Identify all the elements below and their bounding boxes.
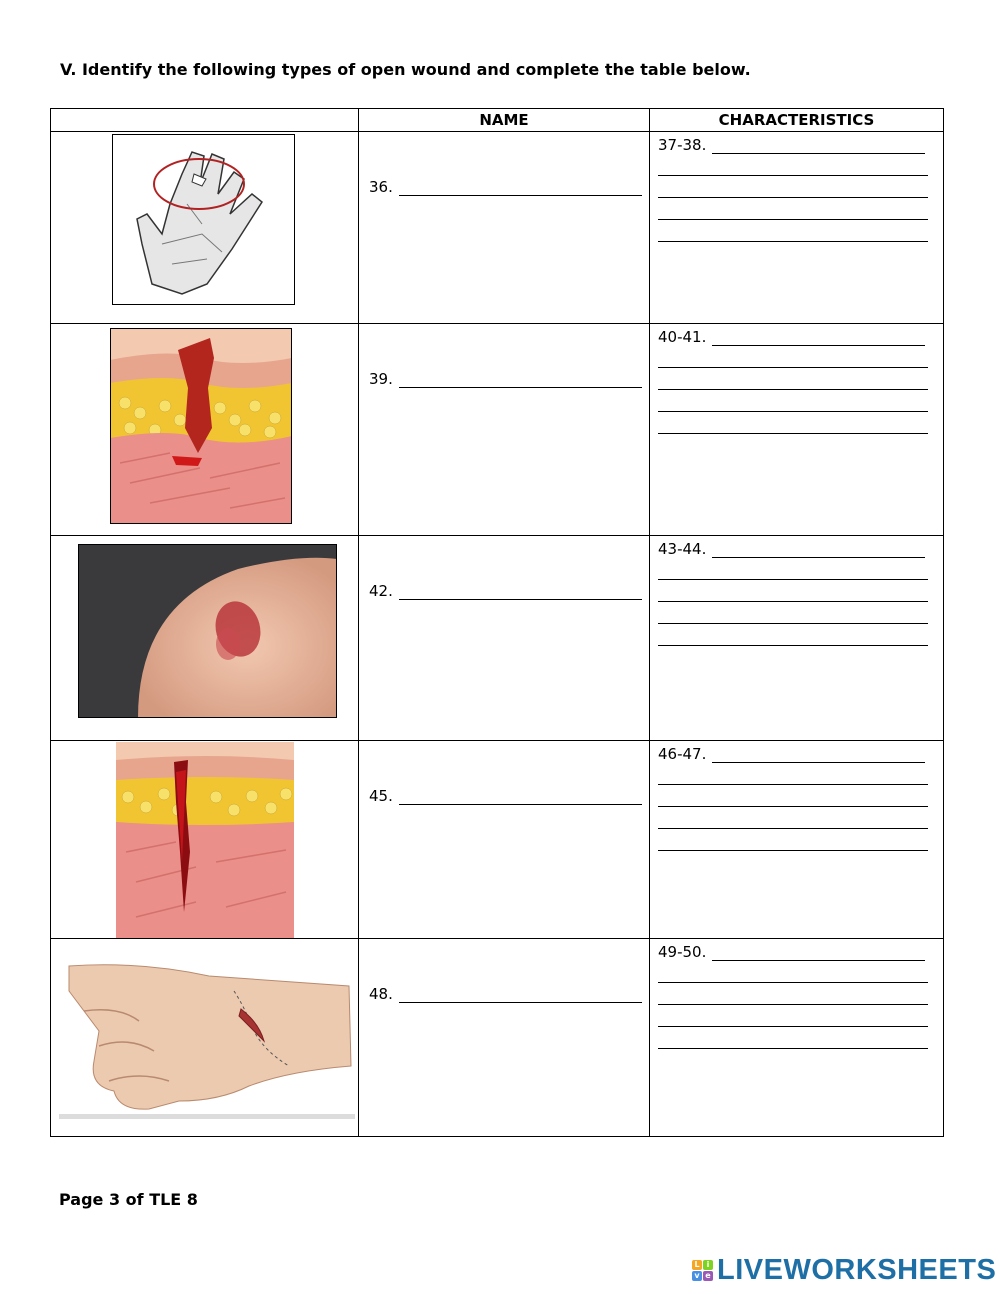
item-number: 49-50. — [658, 943, 707, 961]
table-row — [51, 741, 944, 939]
characteristics-answer-line[interactable] — [658, 602, 928, 624]
characteristics-answer-line[interactable] — [658, 154, 928, 176]
characteristics-answer-line[interactable] — [658, 961, 928, 983]
characteristics-answer-field[interactable] — [712, 746, 925, 763]
characteristics-cell — [650, 741, 944, 939]
name-cell — [359, 741, 650, 939]
table-header-row — [51, 109, 944, 132]
table-row — [51, 939, 944, 1137]
characteristics-answer-line[interactable] — [658, 624, 928, 646]
table-row — [51, 324, 944, 536]
image-cell — [51, 536, 359, 741]
item-number: 39. — [369, 370, 393, 388]
characteristics-answer-field[interactable] — [712, 137, 925, 154]
characteristics-answer-line[interactable] — [658, 198, 928, 220]
page-footer: Page 3 of TLE 8 — [59, 1190, 198, 1209]
name-cell — [359, 324, 650, 536]
characteristics-answer-line[interactable] — [658, 1005, 928, 1027]
characteristics-answer-line[interactable] — [658, 176, 928, 198]
name-answer-field[interactable] — [399, 179, 642, 196]
item-number: 40-41. — [658, 328, 707, 346]
characteristics-answer-line[interactable] — [658, 1027, 928, 1049]
characteristics-answer-field[interactable] — [712, 944, 925, 961]
table-row — [51, 536, 944, 741]
image-cell — [51, 741, 359, 939]
image-cell — [51, 324, 359, 536]
liveworksheets-logo — [692, 1254, 996, 1287]
item-number: 43-44. — [658, 540, 707, 558]
logo-badge-icon: L i v e — [692, 1260, 713, 1281]
characteristics-answer-line[interactable] — [658, 390, 928, 412]
characteristics-answer-line[interactable] — [658, 580, 928, 602]
characteristics-answer-line[interactable] — [658, 807, 928, 829]
characteristics-cell — [650, 536, 944, 741]
header-name: NAME — [359, 109, 650, 132]
characteristics-answer-line[interactable] — [658, 412, 928, 434]
hand-sketch-wound-image — [112, 134, 296, 306]
name-cell — [359, 939, 650, 1137]
table-row — [51, 132, 944, 324]
characteristics-cell — [650, 132, 944, 324]
characteristics-answer-line[interactable] — [658, 829, 928, 851]
item-number: 45. — [369, 787, 393, 805]
item-number: 36. — [369, 178, 393, 196]
item-number: 46-47. — [658, 745, 707, 763]
name-answer-field[interactable] — [399, 788, 642, 805]
item-number: 37-38. — [658, 136, 707, 154]
name-answer-field[interactable] — [399, 371, 642, 388]
skin-layer-laceration-image — [110, 328, 292, 524]
characteristics-answer-line[interactable] — [658, 368, 928, 390]
characteristics-cell — [650, 324, 944, 536]
characteristics-answer-field[interactable] — [712, 541, 925, 558]
header-characteristics: CHARACTERISTICS — [650, 109, 944, 132]
hand-incision-image — [59, 951, 355, 1131]
name-cell — [359, 536, 650, 741]
logo-text: LIVEWORKSHEETS — [717, 1254, 997, 1286]
characteristics-answer-field[interactable] — [712, 329, 925, 346]
skin-layer-puncture-image — [116, 742, 294, 938]
characteristics-answer-line[interactable] — [658, 763, 928, 785]
characteristics-answer-line[interactable] — [658, 346, 928, 368]
item-number: 48. — [369, 985, 393, 1003]
name-answer-field[interactable] — [399, 583, 642, 600]
knee-abrasion-image — [78, 544, 337, 718]
item-number: 42. — [369, 582, 393, 600]
name-answer-field[interactable] — [399, 986, 642, 1003]
header-image — [51, 109, 359, 132]
characteristics-answer-line[interactable] — [658, 220, 928, 242]
characteristics-answer-line[interactable] — [658, 558, 928, 580]
image-cell — [51, 939, 359, 1137]
instructions-heading: V. Identify the following types of open wound and complete the table below. — [60, 60, 751, 79]
wound-table — [50, 108, 944, 1137]
name-cell — [359, 132, 650, 324]
characteristics-answer-line[interactable] — [658, 983, 928, 1005]
characteristics-answer-line[interactable] — [658, 785, 928, 807]
image-cell — [51, 132, 359, 324]
characteristics-cell — [650, 939, 944, 1137]
